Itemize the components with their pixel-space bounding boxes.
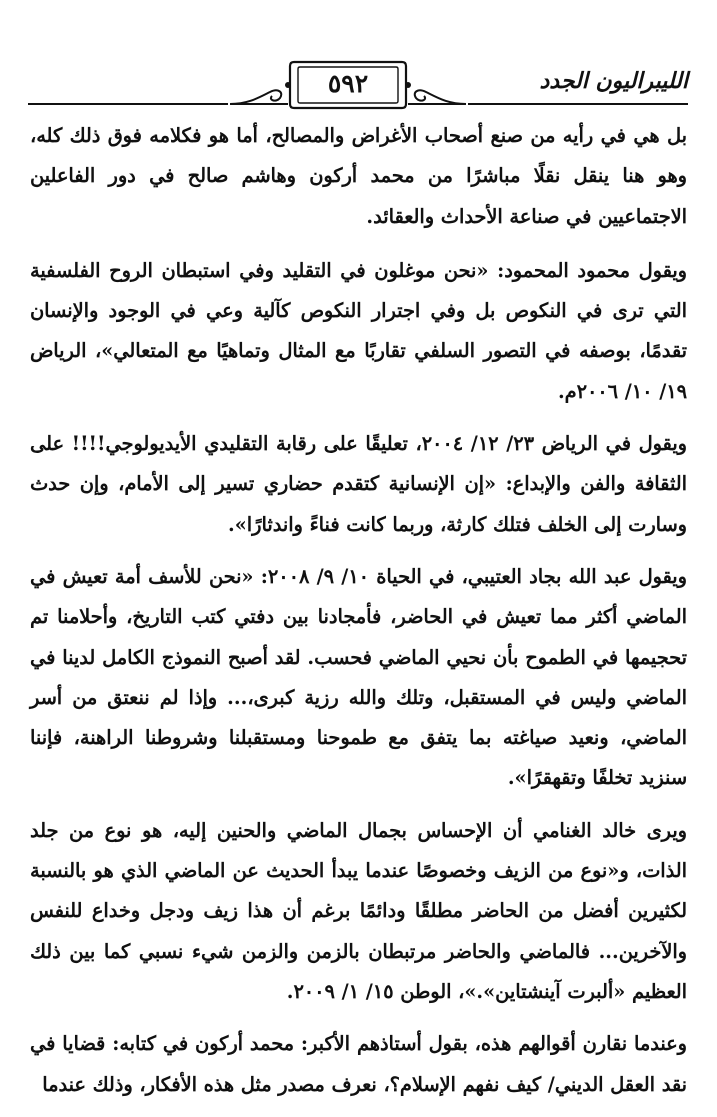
paragraph (30, 251, 687, 412)
paragraph (30, 1024, 687, 1105)
text-line: في الطموح بأن نحيي الماضي فحسب. لقد أصبح النموذج الكامل لدينا في الماضي وليس (30, 645, 688, 709)
text-line: نقد العقل الديني/ كيف نفهم الإسلام؟، نعرف مصدر مثل هذه الأفكار، وذلك عندما (42, 1072, 687, 1096)
text-line: ويقول عبد الله بجاد العتيبي، في الحياة ١٠/ ٩/ ٢٠٠٨: «نحن للأسف أمة تعيش (62, 564, 687, 588)
page-number: ٥٩٢ (327, 69, 369, 98)
text-line: على الثقافة والفن والإبداع: «إن الإنسانية كتقدم حضاري تسير إلى الأمام، وإن حدث (30, 432, 687, 496)
text-line: يتفق مع طموحنا ومستقبلنا وشروطنا الراهنة، فإننا سنزيد تخلفًا وتقهقرًا». (30, 726, 687, 790)
page-header (28, 58, 688, 114)
paragraph (30, 116, 687, 237)
text-line: وهو هنا ينقل نقلًا مباشرًا من محمد أركون وهاشم صالح في دور الفاعلين الاجتماعيين (30, 164, 687, 228)
text-line: وسارت إلى الخلف فتلك كارثة، وربما كانت فناءً واندثارًا». (228, 512, 687, 536)
text-line: بل هي في رأيه من صنع أصحاب الأغراض والمصالح، أما هو فكلامه فوق ذلك كله، (30, 124, 687, 147)
text-line: في الماضي أكثر مما تعيش في الحاضر، فأمجادنا بين دفتي كتب التاريخ، وأحلامنا تم تحجيمها (30, 564, 687, 669)
text-line: «ألبرت آينشتاين».»، الوطن ١٥/ ١/ ٢٠٠٩. (286, 979, 626, 1003)
running-title: الليبراليون الجدد (539, 68, 688, 94)
text-line: لكثيرين أفضل من الحاضر مطلقًا ودائمًا برغم أن هذا زيف ودجل وخداع للنفس (30, 899, 687, 923)
text-line: في صناعة الأحداث والعقائد. (366, 204, 592, 228)
text-line: ويرى خالد الغنامي أن الإحساس بجمال الماضي والحنين إليه، هو نوع من جلد (30, 818, 687, 842)
text-line: في التصور السلفي تقاربًا مع المثال وتماهيًا مع المتعالي»، الرياض ١٩/ ١٠/ ٢٠٠٦م. (30, 339, 687, 403)
page-body (30, 116, 687, 1117)
text-line: ويقول في الرياض ٢٣/ ١٢/ ٢٠٠٤، تعليقًا على رقابة التقليدي الأيديولوجي!!!! (71, 432, 687, 456)
text-line: في المستقبل، وتلك والله رزية كبرى،... وإذا لم ننعتق من أسر الماضي، ونعيد صياغته بما (30, 685, 687, 750)
text-line: ترى في النكوص بل وفي اجترار النكوص كآلية وعي في الوجود والإنسان تقدمًا، بوصفه (30, 299, 687, 363)
text-line: والآخرين... فالماضي والحاضر مرتبطان بالزمن والزمن شيء نسبي كما بين ذلك العظيم (30, 939, 687, 1003)
paragraph (30, 424, 687, 545)
text-line: وعندما نقارن أقوالهم هذه، بقول أستاذهم الأكبر: محمد أركون في كتابه: قضايا في (30, 1032, 687, 1056)
text-line: ويقول محمود المحمود: «نحن موغلون في التقليد وفي استبطان الروح الفلسفية التي (30, 258, 687, 323)
paragraph (30, 557, 687, 799)
page-number-frame (228, 58, 468, 114)
text-line: الذات، و«نوع من الزيف وخصوصًا عندما يبدأ الحديث عن الماضي الذي هو بالنسبة (30, 859, 687, 883)
paragraph (30, 811, 687, 1012)
